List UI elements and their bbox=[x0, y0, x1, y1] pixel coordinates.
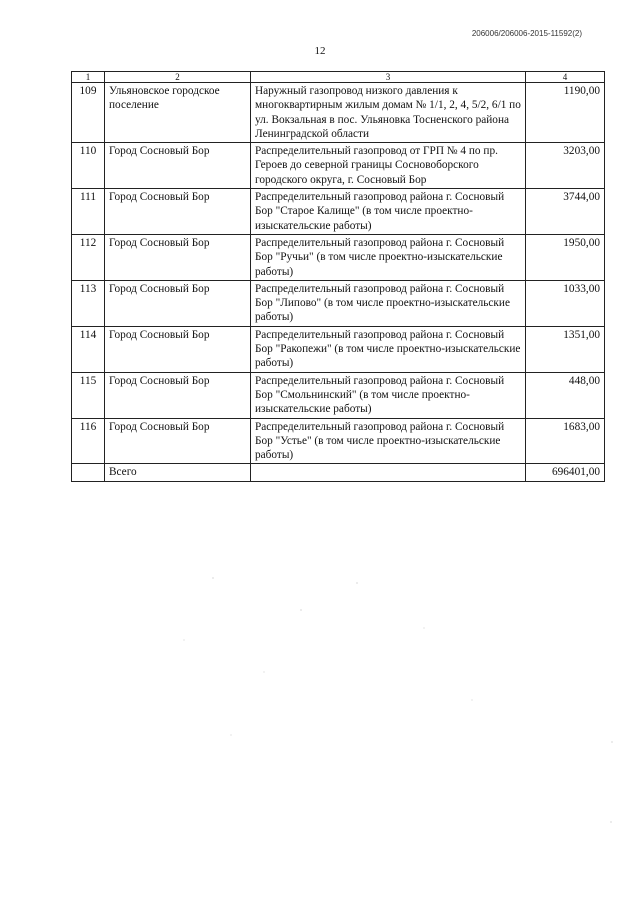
municipality-cell: Город Сосновый Бор bbox=[105, 326, 251, 372]
object-description-cell: Распределительный газопровод района г. Сосновый Бор "Ручьи" (в том числе проектно-изыскательские работы) bbox=[251, 234, 526, 280]
amount-cell: 3744,00 bbox=[526, 189, 605, 235]
amount-cell: 1950,00 bbox=[526, 234, 605, 280]
row-number: 112 bbox=[72, 234, 105, 280]
total-empty-cell bbox=[72, 464, 105, 481]
row-number: 116 bbox=[72, 418, 105, 464]
object-description-cell: Распределительный газопровод района г. Сосновый Бор "Липово" (в том числе проектно-изыскательские работы) bbox=[251, 280, 526, 326]
row-number: 110 bbox=[72, 143, 105, 189]
column-number: 1 bbox=[72, 72, 105, 83]
table-row bbox=[72, 83, 605, 143]
municipality-cell: Город Сосновый Бор bbox=[105, 280, 251, 326]
municipality-cell: Город Сосновый Бор bbox=[105, 143, 251, 189]
table-row bbox=[72, 280, 605, 326]
row-number: 109 bbox=[72, 83, 105, 143]
total-label: Всего bbox=[105, 464, 251, 481]
document-id: 206006/206006-2015-11592(2) bbox=[471, 29, 582, 38]
column-number: 2 bbox=[105, 72, 251, 83]
row-number: 115 bbox=[72, 372, 105, 418]
amount-cell: 1683,00 bbox=[526, 418, 605, 464]
table-row bbox=[72, 326, 605, 372]
table-row bbox=[72, 418, 605, 464]
object-description-cell: Распределительный газопровод района г. Сосновый Бор "Старое Калище" (в том числе проектно-изыскательские работы) bbox=[251, 189, 526, 235]
object-description-cell: Распределительный газопровод района г. Сосновый Бор "Смольнинский" (в том числе проектно-изыскательские работы) bbox=[251, 372, 526, 418]
amount-cell: 3203,00 bbox=[526, 143, 605, 189]
column-number: 3 bbox=[251, 72, 526, 83]
budget-table bbox=[71, 71, 605, 482]
table-row bbox=[72, 189, 605, 235]
page-number: 12 bbox=[314, 45, 326, 57]
amount-cell: 1351,00 bbox=[526, 326, 605, 372]
table-row bbox=[72, 234, 605, 280]
amount-cell: 448,00 bbox=[526, 372, 605, 418]
municipality-cell: Город Сосновый Бор bbox=[105, 234, 251, 280]
object-description-cell: Наружный газопровод низкого давления к многоквартирным жилым домам № 1/1, 2, 4, 5/2, 6/1 по ул. Вокзальная в пос. Ульяновка Тосненского района Ленинградской области bbox=[251, 83, 526, 143]
amount-cell: 1033,00 bbox=[526, 280, 605, 326]
row-number: 113 bbox=[72, 280, 105, 326]
row-number: 111 bbox=[72, 189, 105, 235]
municipality-cell: Ульяновское городское поселение bbox=[105, 83, 251, 143]
row-number: 114 bbox=[72, 326, 105, 372]
object-description-cell: Распределительный газопровод района г. Сосновый Бор "Ракопежи" (в том числе проектно-изыскательские работы) bbox=[251, 326, 526, 372]
column-number-row bbox=[72, 72, 605, 83]
total-amount: 696401,00 bbox=[526, 464, 605, 481]
table-row bbox=[72, 143, 605, 189]
object-description-cell: Распределительный газопровод от ГРП № 4 по пр. Героев до северной границы Сосновоборского городского округа, г. Сосновый Бор bbox=[251, 143, 526, 189]
amount-cell: 1190,00 bbox=[526, 83, 605, 143]
municipality-cell: Город Сосновый Бор bbox=[105, 189, 251, 235]
total-row bbox=[72, 464, 605, 481]
municipality-cell: Город Сосновый Бор bbox=[105, 418, 251, 464]
total-empty-cell bbox=[251, 464, 526, 481]
object-description-cell: Распределительный газопровод района г. Сосновый Бор "Устье" (в том числе проектно-изыскательские работы) bbox=[251, 418, 526, 464]
column-number: 4 bbox=[526, 72, 605, 83]
municipality-cell: Город Сосновый Бор bbox=[105, 372, 251, 418]
table-row bbox=[72, 372, 605, 418]
